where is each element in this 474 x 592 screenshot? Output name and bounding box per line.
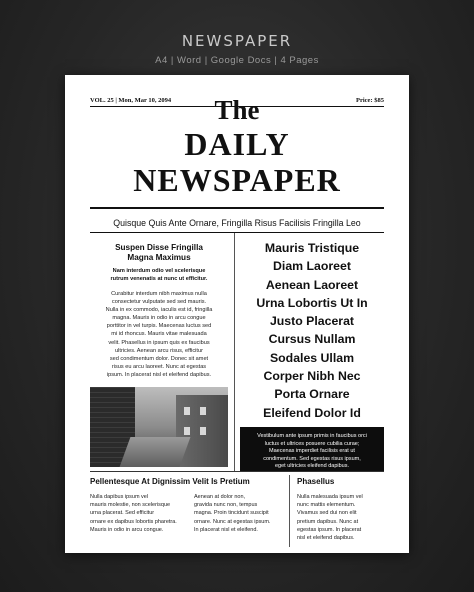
headline-item: Diam Laoreet	[273, 259, 351, 274]
bottom-line: pretium dapibus. Nunc at	[297, 518, 359, 525]
listing-subtitle: A4 | Word | Google Docs | 4 Pages	[155, 55, 319, 66]
bottom-line: urna placerat. Sed efficitur	[90, 510, 155, 517]
left-dek-line-1: Nam interdum odio vel scelerisque	[112, 268, 206, 274]
left-headline-line-1: Suspen Disse Fringilla	[115, 243, 203, 252]
bottom-right-body	[297, 493, 384, 542]
tagline-rule	[90, 232, 384, 233]
callout-line: condimentum. Sed egestas risus ipsum,	[263, 455, 361, 462]
left-body-line: risus eu arcu laoreet. Nunc at egestas	[111, 363, 207, 370]
bottom-line: magna. Proin tincidunt suscipit	[194, 510, 269, 517]
photo-window	[200, 427, 206, 435]
left-body-line: ipsum. In placerat nisl et eleifend dapibus.	[106, 371, 212, 378]
headline-item: Sodales Ullam	[269, 350, 355, 365]
volume-date: VOL. 25 | Mon, Mar 10, 2094	[90, 97, 172, 104]
headline-item: Cursus Nullam	[268, 332, 356, 347]
bottom-line: nisl et eleifend dapibus.	[297, 535, 355, 542]
bottom-line: gravida nunc non, tempus	[194, 502, 258, 509]
left-dek-line-2: rutrum venenatis at nunc ut efficitur.	[110, 275, 208, 282]
column-divider	[234, 233, 235, 471]
photo-window	[184, 407, 190, 415]
left-body-line: porttitor in vel turpis. Maecenas luctus sed	[106, 323, 212, 330]
listing-title: NEWSPAPER	[181, 32, 293, 50]
callout-line: eget ultricies eleifend dapibus.	[275, 463, 349, 469]
left-headline-line-2: Magna Maximus	[127, 253, 191, 262]
callout-line: luctus et ultrices posuere cubilia curae;	[264, 440, 360, 447]
left-body	[90, 290, 228, 379]
bottom-line: ornare ex dapibus lobortis pharetra.	[90, 518, 177, 525]
bottom-line: Vivamus sed dui non elit	[297, 510, 357, 517]
price: Price: $85	[356, 97, 384, 104]
left-body-line: ultricies. Aenean arcu risus, efficitur	[115, 347, 203, 354]
headline-list	[240, 239, 384, 422]
left-body-line: Nulla in ex commodo, iaculis est id, fringilla	[105, 307, 213, 314]
bottom-line: Nulla malesuada ipsum vel	[297, 494, 363, 500]
street-photo	[90, 387, 228, 467]
headline-item: Mauris Tristique	[264, 241, 360, 255]
masthead-newspaper: NEWSPAPER	[133, 162, 341, 198]
headline-item: Corper Nibh Nec	[263, 369, 361, 384]
black-callout-box	[240, 427, 384, 471]
bottom-line: Nulla dapibus ipsum vel	[90, 494, 149, 500]
left-headline	[90, 243, 228, 263]
bottom-line: nunc mattis elementum.	[297, 502, 356, 509]
headline-item: Justo Placerat	[269, 314, 355, 329]
bottom-line: Mauris in odio in arcu congue.	[90, 526, 164, 533]
bottom-line: ornare. Nunc at egestas ipsum.	[194, 518, 271, 525]
left-body-line: magna. Mauris in odio in arcu congue	[112, 315, 206, 322]
left-body-line: sed condimentum dolor. Donec sit amet	[109, 355, 209, 362]
headline-item: Porta Ornare	[274, 387, 350, 402]
photo-window	[184, 427, 190, 435]
callout-line: Vestibulum ante ipsum primis in faucibus orci	[257, 433, 367, 439]
left-body-line: consectetur vulputate sed sed mauris.	[111, 299, 207, 306]
headline-item: Urna Lobortis Ut In	[256, 295, 368, 310]
headline-item: Aenean Laoreet	[265, 277, 359, 292]
masthead-daily: DAILY	[184, 126, 290, 162]
left-body-line: Curabitur interdum nibh maximus nulla	[111, 291, 207, 297]
left-body-line: mi id rhoncus. Mauris vitae malesuada	[111, 331, 207, 338]
headline-item: Eleifend Dolor Id	[263, 405, 361, 420]
bottom-left-col-2	[194, 493, 286, 534]
bottom-rule	[90, 471, 384, 472]
masthead-the: The	[214, 95, 260, 125]
left-dek	[90, 268, 228, 284]
bottom-line: egestas ipsum. In placerat	[297, 526, 362, 533]
bottom-column-divider	[289, 475, 290, 547]
callout-line: Maecenas imperdiet facilisis erat ut	[269, 448, 355, 454]
bottom-line: In placerat nisl et eleifend.	[194, 526, 258, 533]
photo-window	[200, 407, 206, 415]
left-body-line: velit. Phasellus in ipsum quis ex faucibus	[108, 339, 210, 346]
tagline: Quisque Quis Ante Ornare, Fringilla Risus Facilisis Fringilla Leo	[113, 218, 361, 228]
newspaper-page	[65, 75, 409, 553]
bottom-left-headline: Pellentesque At Dignissim Velit Is Pretium	[90, 477, 250, 486]
photo-road	[120, 437, 191, 467]
bottom-line: mauris molestie, non scelerisque	[90, 502, 171, 509]
bottom-left-col-1	[90, 493, 184, 534]
bottom-right-headline: Phasellus	[297, 477, 335, 486]
masthead-rule	[90, 207, 384, 209]
bottom-line: Aenean at dolor non,	[194, 494, 246, 500]
